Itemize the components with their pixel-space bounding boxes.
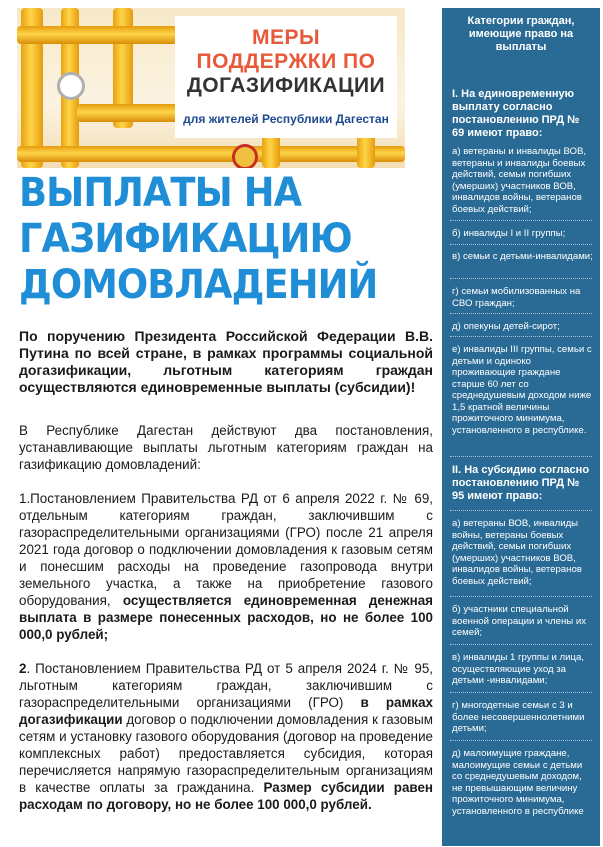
banner-title-line-3: ДОГАЗИФИКАЦИИ — [186, 74, 386, 97]
list-item: г) многодетные семьи с 3 и более несовершеннолетними детьми; — [452, 700, 585, 734]
list-item: в) инвалиды 1 группы и лица, осуществляющие уход за детьми -инвалидами; — [452, 652, 585, 686]
decree-95-text: . Постановлением Правительства РД от 5 апреля 2024 г. № 95, льготным категориям граждан, заключившим с газораспределительными организациями (ГРО) — [19, 661, 433, 710]
list-item: е) инвалиды III группы, семьи с детьми и одиноко проживающие граждане старше 60 лет со среднедушевым доходом ниже 1,5 кратной величины прожиточного минимума, установленного в республике. — [452, 344, 592, 436]
banner-subtitle: для жителей Республики Дагестан — [183, 112, 389, 126]
section-decree-95-title: II. На субсидию согласно постановлению ПРД № 95 имеют право: — [452, 464, 590, 502]
list-item: г) семьи мобилизованных на СВО граждан; — [452, 286, 581, 309]
page-title-line-2: ГАЗИФИКАЦИЮ — [19, 216, 352, 262]
list-item: б) инвалиды I и II группы; — [452, 228, 566, 239]
list-item: а) ветераны и инвалиды ВОВ, ветераны и инвалиды боевых действий, семьи погибших (умерших) участников ВОВ, инвалидов войны, ветеранов боевых действий; — [452, 146, 587, 215]
list-item: б) участники специальной военной операции и члены их семей; — [452, 604, 587, 638]
decree-95-contract: договор о подключении домовладения к газовым сетям и установку газового оборудования (договор на проведение комплексных работ) предоставляется субсидия, которая перечисляется напрямую газораспределительным организациям в качестве оплаты за гражданина. — [19, 712, 433, 795]
decree-69-payment: осуществляется единовременная денежная выплата в размере понесенных расходов, но не более 100 000,0 рублей; — [19, 593, 433, 642]
page-title — [19, 170, 387, 308]
section-decree-69-title: I. На единовременную выплату согласно постановлению ПРД № 69 имеют право: — [452, 88, 580, 139]
banner-image — [17, 8, 405, 168]
list-item: д) опекуны детей-сирот; — [452, 321, 560, 332]
decree-95-amount: Размер субсидии равен расходам по договору, но не более 100 000,0 рублей. — [19, 780, 433, 812]
list-item: д) малоимущие граждане, малоимущие семьи с детьми со среднедушевым доходом, не превышающим величину прожиточного минимума, установленного в республике — [452, 748, 584, 817]
decree-69-paragraph — [19, 490, 433, 643]
decree-95-program: в рамках догазификации — [19, 695, 433, 727]
intro-paragraph: По поручению Президента Российской Федерации В.В. Путина по всей стране, в рамках программы социальной догазификации, льготным категориям граждан осуществляются единовременные выплаты (субсидии)! — [19, 328, 433, 395]
page-title-line-1: ВЫПЛАТЫ НА — [19, 170, 302, 216]
sidebar-title: Категории граждан, имеющие право на выплаты — [467, 15, 575, 53]
list-item: в) семьи с детьми-инвалидами; — [452, 251, 593, 262]
decree-95-paragraph — [19, 660, 433, 813]
categories-sidebar — [442, 8, 600, 846]
valve-icon — [232, 144, 258, 168]
decrees-intro-paragraph: В Республике Дагестан действуют два постановления, устанавливающие выплаты льготным категориям граждан на газификацию домовладений: — [19, 423, 433, 472]
list-item: а) ветераны ВОВ, инвалиды войны, ветераны боевых действий, семьи погибших (умерших) участников ВОВ, инвалидов войны, ветеранов боевых действий; — [452, 518, 582, 587]
banner-title-line-1: МЕРЫ — [251, 26, 321, 49]
banner-title-line-2: ПОДДЕРЖКИ ПО — [196, 50, 376, 73]
decree-95-number: 2 — [19, 661, 27, 676]
decree-69-text: 1.Постановлением Правительства РД от 6 апреля 2022 г. № 69, отдельным категориям граждан, заключившим с газораспределительными организациями (ГРО) после 21 апреля 2021 года договор о подключении домовладения к газовым сетям и понесшим расходы на проведение газопровода внутри земельного участка, а также на приобретение газового оборудования, — [19, 491, 433, 608]
page-title-line-3: ДОМОВЛАДЕНИЙ — [19, 262, 378, 308]
